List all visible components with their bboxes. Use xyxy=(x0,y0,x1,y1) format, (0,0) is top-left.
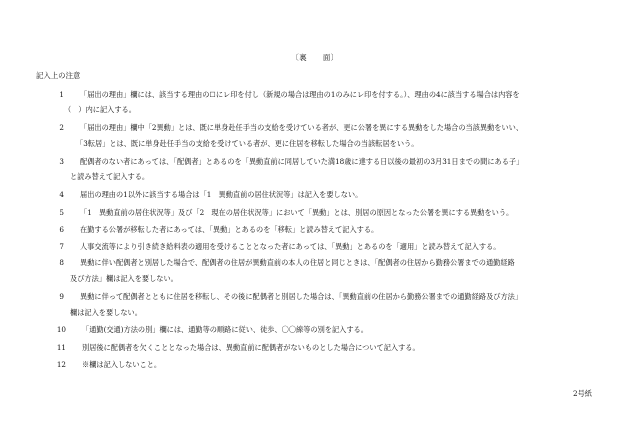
note-number: 4 xyxy=(59,190,64,199)
note-number: 7 xyxy=(59,242,64,251)
note-text-continued: と読み替えて記入する。 xyxy=(70,172,150,181)
note-number: 1 xyxy=(59,90,64,99)
note-text: 異動に伴って配偶者とともに住居を移転し、その後に配偶者と別居した場合は、「異動直前の住居から勤務公署までの通勤経路及び方法」 xyxy=(80,292,523,301)
note-text: 「通勤(交通)方法の別」欄には、通勤等の順路に従い、徒歩、〇〇線等の別を記入する。 xyxy=(82,325,368,334)
section-title: 記入上の注意 xyxy=(36,71,81,80)
note-text: 異動に伴い配偶者と別居した場合で、配偶者の住居が異動直前の本人の住居と同じときは、「配偶者の住居から勤務公署までの通勤経路 xyxy=(80,258,515,267)
note-text: 別居後に配偶者を欠くこととなった場合は、異動直前に配偶者がないものとした場合について記入する。 xyxy=(82,343,420,352)
note-number: 9 xyxy=(59,292,64,301)
note-text-continued: （ ）内に記入する。 xyxy=(64,105,136,114)
note-text: 「届出の理由」欄中「2異動」とは、既に単身赴任手当の支給を受けている者が、更に公署を異にする異動をした場合の当該異動をいい、 xyxy=(80,123,524,132)
note-text: ※欄は記入しないこと。 xyxy=(82,360,162,369)
note-text: 「1 異動直前の居住状況等」及び「2 現在の居住状況等」において「異動」とは、別居の原因となった公署を異にする異動をいう。 xyxy=(80,208,514,217)
note-text: 在勤する公署が移転した者にあっては、「異動」とあるのを「移転」と読み替えて記入する。 xyxy=(80,225,379,234)
form-number-label: 2号紙 xyxy=(573,389,592,398)
note-number: 11 xyxy=(56,343,66,352)
note-text-continued: 「3転居」とは、既に単身赴任手当の支給を受けている者が、更に住居を移転した場合の当該転居をいう。 xyxy=(76,139,419,148)
note-text: 人事交流等により引き続き給料表の適用を受けることとなった者にあっては、「異動」とあるのを「適用」と読み替えて記入する。 xyxy=(80,242,501,251)
note-text: 「届出の理由」欄には、該当する理由の☐にレ印を付し（新規の場合は理由の1のみにレ印を付する。）、理由の4に該当する場合は内容を xyxy=(80,90,520,99)
note-number: 12 xyxy=(56,360,66,369)
note-number: 2 xyxy=(59,123,64,132)
note-text: 配偶者のない者にあっては、「配偶者」とあるのを「異動直前に同居していた満18歳に達する日以後の最初の3月31日までの間にある子」 xyxy=(80,157,524,166)
note-number: 6 xyxy=(59,225,64,234)
note-text: 届出の理由の1以外に該当する場合は「1 異動直前の居住状況等」は記入を要しない。 xyxy=(80,190,363,199)
note-number: 10 xyxy=(56,325,66,334)
note-text-continued: 欄は記入を要しない。 xyxy=(70,308,142,317)
note-number: 3 xyxy=(59,157,64,166)
note-number: 8 xyxy=(59,258,64,267)
note-number: 5 xyxy=(59,208,64,217)
page-heading: 〔裏 面〕 xyxy=(291,53,339,62)
note-text-continued: 及び方法」欄は記入を要しない。 xyxy=(70,274,178,283)
